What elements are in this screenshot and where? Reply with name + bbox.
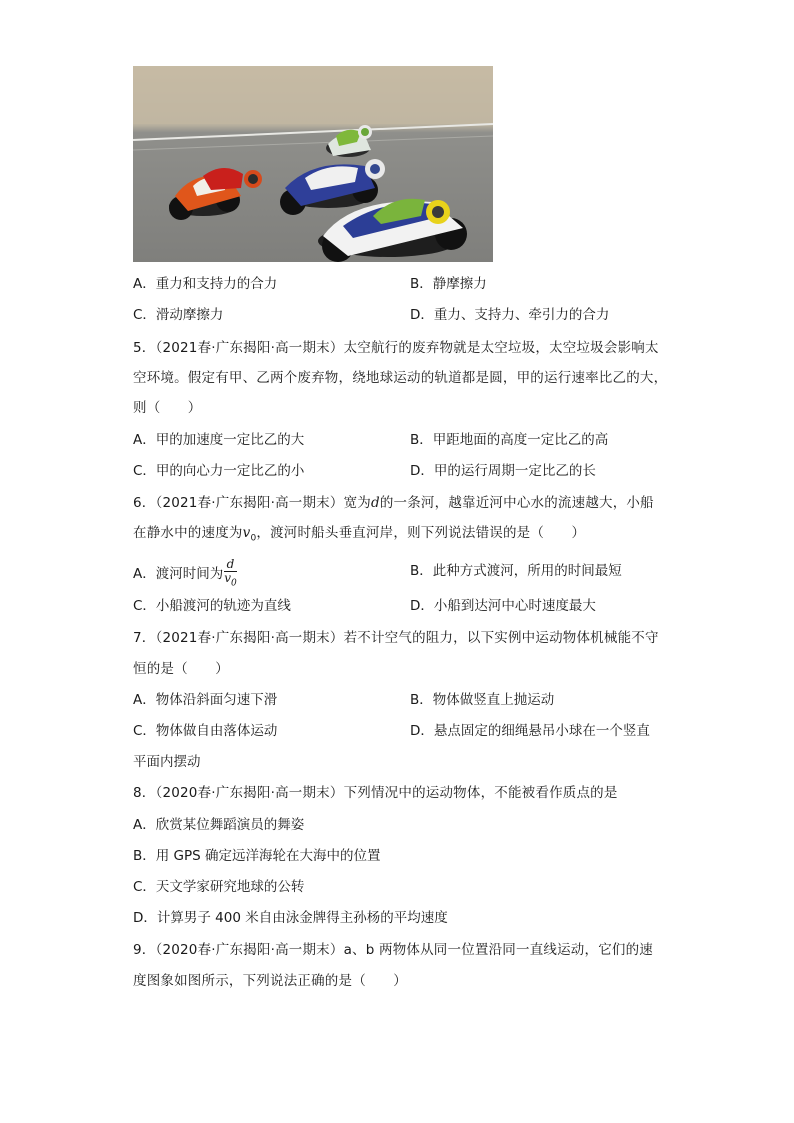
q8-option-b: B．用 GPS 确定远洋海轮在大海中的位置 [133,848,381,864]
q6-option-b: B．此种方式渡河，所用的时间最短 [410,563,622,579]
q5-option-d: D．甲的运行周期一定比乙的长 [410,463,596,479]
q7-stem-line2: 恒的是（ ） [133,661,229,677]
q5-stem-line3: 则（ ） [133,400,202,416]
q6-stem-line2: 在静水中的速度为$v_0$，渡河时船头垂直河岸，则下列说法错误的是（ ） [133,525,586,544]
q6-option-c: C．小船渡河的轨迹为直线 [133,598,291,614]
q4-option-d: D．重力、支持力、牵引力的合力 [410,307,610,323]
q6-option-a: A．渡河时间为 $\frac{d}{v_0}$ [133,557,237,589]
q5-option-c: C．甲的向心力一定比乙的小 [133,463,305,479]
q5-stem-line1: 5．（2021春·广东揭阳·高一期末）太空航行的废弃物就是太空垃圾，太空垃圾会影响太 [133,340,659,356]
q4-option-b: B．静摩擦力 [410,276,487,292]
q7-option-c: C．物体做自由落体运动 [133,723,278,739]
q8-option-a: A．欣赏某位舞蹈演员的舞姿 [133,817,305,833]
q5-option-b: B．甲距地面的高度一定比乙的高 [410,432,609,448]
q5-stem-line2: 空环境。假定有甲、乙两个废弃物，绕地球运动的轨道都是圆，甲的运行速率比乙的大， [133,370,668,386]
q5-option-a: A．甲的加速度一定比乙的大 [133,432,305,448]
q7-option-a: A．物体沿斜面匀速下滑 [133,692,278,708]
q6-stem-line1: 6．（2021春·广东揭阳·高一期末）宽为d的一条河，越靠近河中心水的流速越大，小船 [133,495,654,511]
q7-option-b: B．物体做竖直上抛运动 [410,692,555,708]
q8-stem: 8．（2020春·广东揭阳·高一期末）下列情况中的运动物体，不能被看作质点的是 [133,785,618,801]
q8-option-c: C．天文学家研究地球的公转 [133,879,305,895]
q9-stem-line1: 9．（2020春·广东揭阳·高一期末）a、b 两物体从同一位置沿同一直线运动，它们的速 [133,942,654,958]
q6-option-d: D．小船到达河中心时速度最大 [410,598,596,614]
q9-stem-line2: 度图象如图所示，下列说法正确的是（ ） [133,973,407,989]
q7-option-d-line1: D．悬点固定的细绳悬吊小球在一个竖直 [410,723,650,739]
q7-option-d-line2: 平面内摆动 [133,754,201,770]
motorcycle-race-photo [133,66,493,262]
q4-option-c: C．滑动摩擦力 [133,307,224,323]
fraction-d-over-v0: $\frac{d}{v_0}$ [224,557,237,589]
q7-stem-line1: 7．（2021春·广东揭阳·高一期末）若不计空气的阻力，以下实例中运动物体机械能不守 [133,630,659,646]
q8-option-d: D．计算男子 400 米自由泳金牌得主孙杨的平均速度 [133,910,448,926]
q4-option-a: A．重力和支持力的合力 [133,276,278,292]
